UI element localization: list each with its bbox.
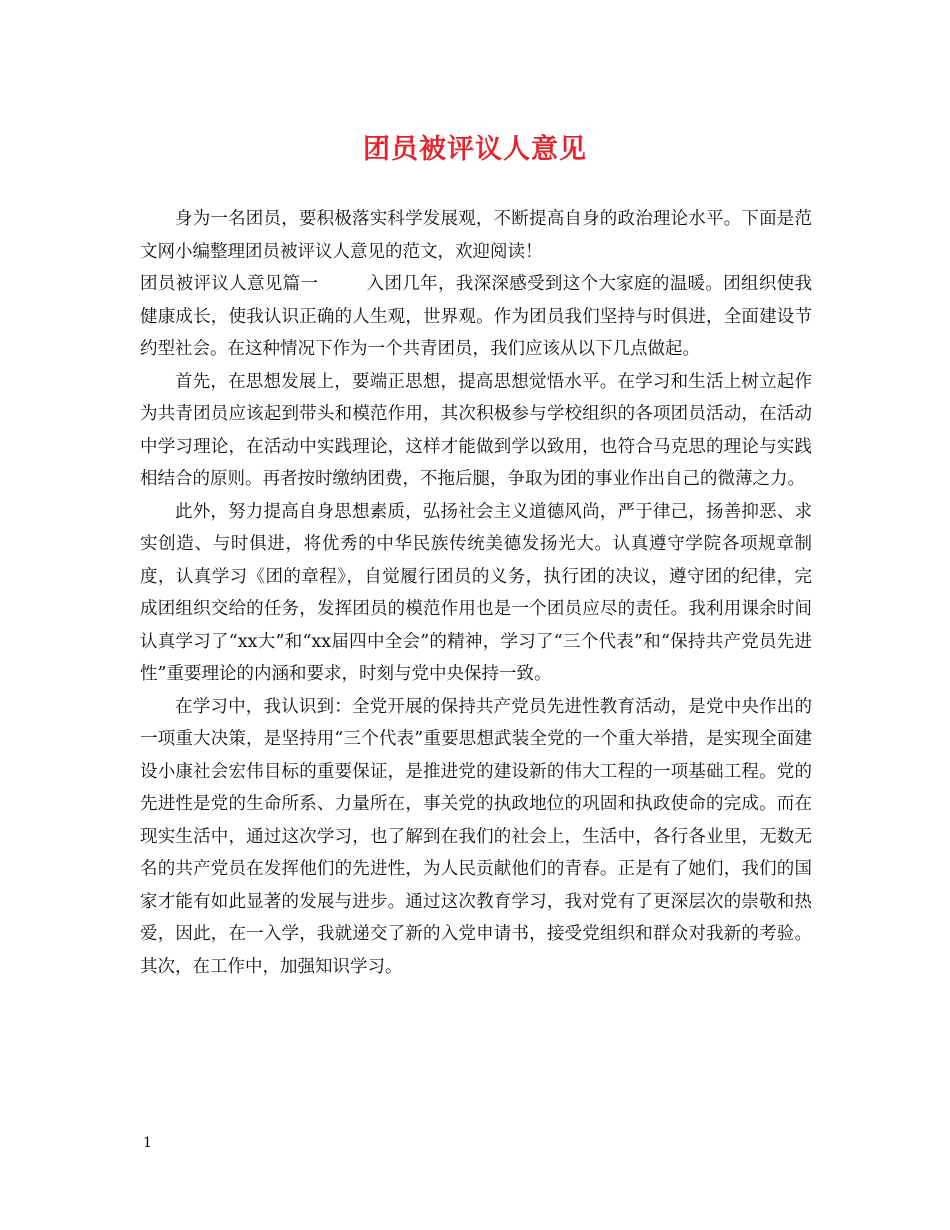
intro-paragraph: 身为一名团员，要积极落实科学发展观，不断提高自身的政治理论水平。下面是范文网小编整理团员被评议人意见的范文，欢迎阅读！ [140,209,812,262]
document-body [140,203,812,983]
paragraph-1: 首先，在思想发展上，要端正思想，提高思想觉悟水平。在学习和生活上树立起作为共青团员应该起到带头和模范作用，其次积极参与学校组织的各项团员活动，在活动中学习理论，在活动中实践理论，这样才能做到学以致用，也符合马克思的理论与实践相结合的原则。再者按时缴纳团费，不拖后腿，争取为团的事业作出自己的微薄之力。 [140,371,812,489]
page-number: 1 [143,1135,152,1151]
section-paragraph [140,268,812,366]
paragraph-3: 在学习中，我认识到：全党开展的保持共产党员先进性教育活动，是党中央作出的一项重大决策，是坚持用“三个代表”重要思想武装全党的一个重大举措，是实现全面建设小康社会宏伟目标的重要保证，是推进党的建设新的伟大工程的一项基础工程。党的先进性是党的生命所系、力量所在，事关党的执政地位的巩固和执政使命的完成。而在现实生活中，通过这次学习，也了解到在我们的社会上，生活中，各行各业里，无数无名的共产党员在发挥他们的先进性，为人民贡献他们的青春。正是有了她们，我们的国家才能有如此显著的发展与进步。通过这次教育学习，我对党有了更深层次的崇敬和热爱，因此，在一入学，我就递交了新的入党申请书，接受党组织和群众对我新的考验。其次，在工作中，加强知识学习。 [140,696,812,977]
paragraph-2: 此外，努力提高自身思想素质，弘扬社会主义道德风尚，严于律己，扬善抑恶、求实创造、与时俱进，将优秀的中华民族传统美德发扬光大。认真遵守学院各项规章制度，认真学习《团的章程》，自觉履行团员的义务，执行团的决议，遵守团的纪律，完成团组织交给的任务，发挥团员的模范作用也是一个团员应尽的责任。我利用课余时间认真学习了“xx大”和“xx届四中全会”的精神，学习了“三个代表”和“保持共产党员先进性”重要理论的内涵和要求，时刻与党中央保持一致。 [140,501,812,684]
document-title: 团员被评议人意见 [363,134,587,165]
section-first-text: 入团几年，我深深感受到这个大家庭的温暖。团组织使我健康成长，使我认识正确的人生观，世界观。作为团员我们坚持与时俱进，全面建设节约型社会。在这种情况下作为一个共青团员，我们应该从以下几点做起。 [140,274,813,359]
section-heading: 团员被评议人意见篇一 [140,274,319,294]
